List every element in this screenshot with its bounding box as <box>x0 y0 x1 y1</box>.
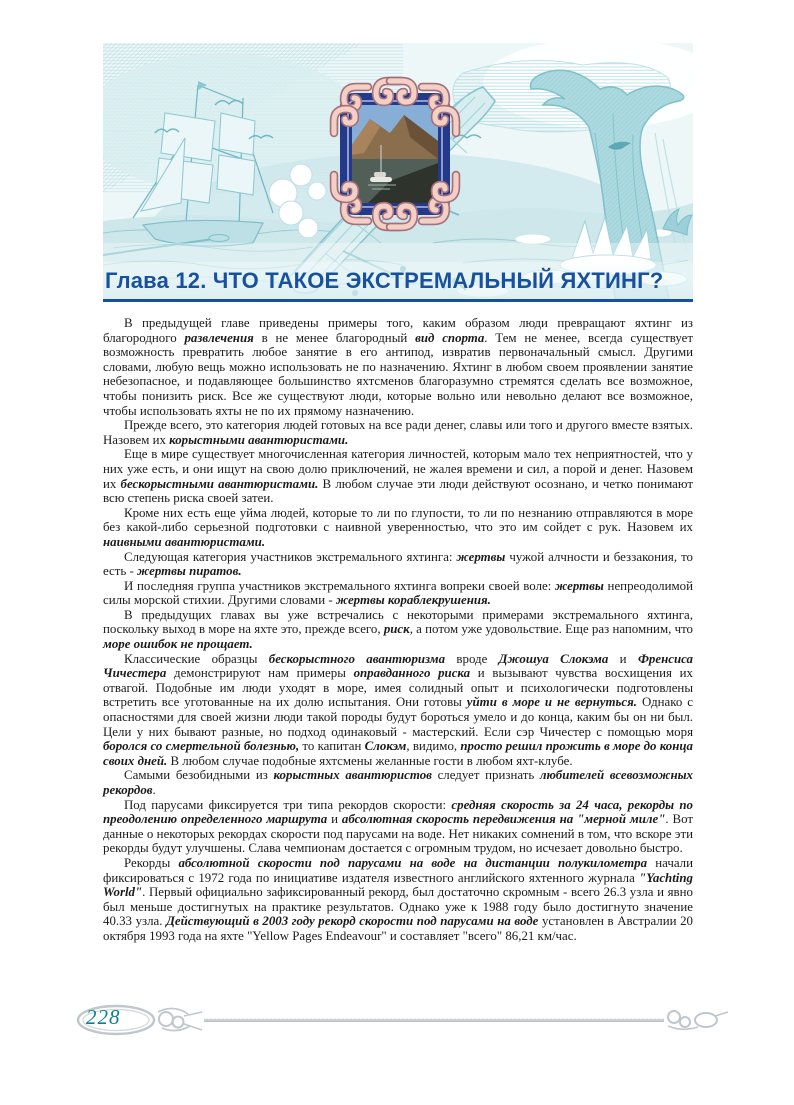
chapter-title-band <box>103 262 693 299</box>
paragraph <box>103 447 693 505</box>
emphasis-text: наивными авантюристами. <box>103 534 266 549</box>
body-run: . Вот данные о некоторых рекордах скорости под парусами на воде. Нет никаких сомнений в том, что вскоре эти рекорды будут улучшены. Слава чемпионам достается с огромным трудом, но исчезает довольно быстро. <box>103 812 693 856</box>
emphasis-text: уйти в море и не вернуться. <box>466 695 637 710</box>
emphasis-text: развлечения <box>184 330 254 345</box>
body-run: демонстрируют нам примеры <box>166 666 354 681</box>
emphasis-text: Слокэм <box>364 739 407 754</box>
body-run: и вызывают чувства восхищения их отвагой. Подобные им люди уходят в море, имея солидный опыт и психологически подготовлены встретить все уготованные на их долю испытания. Они готовы <box>103 666 693 710</box>
body-run: . <box>152 783 156 797</box>
emphasis-text: риск <box>383 622 410 637</box>
emphasis-text: Джошуа Слокэма <box>498 651 609 666</box>
body-run: В любом случае эти люди действуют осознано, и четко понимают всю степень риска своей затеи. <box>103 476 693 506</box>
paragraph <box>103 768 693 797</box>
body-run: , а потом уже удовольствие. Еще раз напомним, что <box>409 622 693 637</box>
body-run: И последняя группа участников экстремального яхтинга вопреки своей воле: <box>124 578 556 593</box>
rope-knot-left <box>158 1008 202 1030</box>
emphasis-text: абсолютной скорости под парусами на воде на дистанции полукилометра <box>178 855 648 870</box>
paragraph <box>103 856 693 944</box>
emphasis-text: жертвы пиратов. <box>137 564 242 579</box>
body-run: следует признать <box>431 768 540 783</box>
body-run: Кроме них есть еще уйма людей, которые то ли по глупости, то ли по незнанию отправляются в море без какой-либо серьезной подготовки с наивной уверенностью, что это им сойдет с рук. Назовем их <box>103 505 693 535</box>
body-run: непреодолимой силы морской стихии. Другими словами - <box>103 578 693 608</box>
emphasis-text: Френсиса Чичестера <box>103 651 693 681</box>
emphasis-text: корыстных авантюристов <box>273 768 432 783</box>
paragraph <box>103 418 693 447</box>
emphasis-text: жертвы кораблекрушения. <box>335 593 491 608</box>
catamaran-photo <box>352 105 438 203</box>
header-illustration <box>103 43 693 299</box>
paragraph <box>103 652 693 769</box>
rope-knot-right <box>668 1011 728 1029</box>
emphasis-text: жертвы <box>456 549 506 564</box>
chapter-title: Глава 12. ЧТО ТАКОЕ ЭКСТРЕМАЛЬНЫЙ ЯХТИНГ? <box>105 267 664 293</box>
body-run: Рекорды <box>124 855 179 870</box>
body-run: Следующая категория участников экстремального яхтинга: <box>124 549 457 564</box>
body-run: и <box>327 812 342 827</box>
paragraph <box>103 506 693 550</box>
emphasis-text: бескорыстного авантюризма <box>268 651 446 666</box>
emphasis-text: "Yachting World" <box>103 870 693 900</box>
emphasis-text: оправданного риска <box>353 666 471 681</box>
body-run: В предыдущей главе приведены примеры того, каким образом люди превращают яхтинг из благородного <box>103 316 693 345</box>
body-run: в не менее благородный <box>253 330 416 345</box>
body-run: Самыми безобидными из <box>124 768 274 783</box>
emphasis-text: корыстными авантюристами. <box>169 432 349 447</box>
body-run: . Первый официально зафиксированный рекорд, был достаточно скромным - всего 26.3 узла и явно был меньше достигнутых на практике результатов. Однако уже к 1988 году было достигнуто значение 40.33 узла. <box>103 885 693 929</box>
body-run: Классические образцы <box>124 651 269 666</box>
paragraph <box>103 798 693 856</box>
body-run: Под парусами фиксируется три типа рекордов скорости: <box>124 797 452 812</box>
paragraph <box>103 316 693 418</box>
body-run: Прежде всего, это категория людей готовых на все ради денег, славы или того и другого вместе взятых. Назовем их <box>103 418 693 447</box>
body-run: В любом случае подобные яхтсмены желанные гости в любом яхт-клубе. <box>167 753 573 768</box>
body-run: и <box>608 651 638 666</box>
body-run: вроде <box>445 651 499 666</box>
paragraph <box>103 608 693 652</box>
body-run: . Тем не менее, всегда существует возможность превратить любое занятие в его антипод, извратив первоначальный смысл. Другими словами, любую вещь можно использовать не по назначению. Яхтинг в любом своем проявлении занятие небезопасное, и подавляющее большинство яхтсменов благоразумно стремятся сделать все возможное, чтобы понизить риск. Все же существуют люди, которые вольно или невольно делают все возможное, чтобы использовать яхты не по их прямому назначению. <box>103 330 693 418</box>
rope-divider <box>70 1000 734 1042</box>
body-run: начали фиксироваться с 1972 года по инициативе издателя известного английского яхтенного журнала <box>103 855 693 885</box>
body-run: чужой алчности и беззакония, то есть - <box>103 549 693 579</box>
ornate-photo-frame <box>334 81 456 227</box>
emphasis-text: вид спорта <box>415 330 485 345</box>
emphasis-text: абсолютная скорость передвижения на "мерной миле" <box>341 812 666 827</box>
page-footer <box>70 1000 734 1042</box>
body-run: В предыдущих главах вы уже встречались с некоторыми примерами экстремального яхтинга, поскольку выход в море на яхте это, прежде всего, <box>103 607 693 637</box>
body-run: то капитан <box>299 739 365 754</box>
body-text <box>103 316 693 944</box>
body-run: Еще в мире существует многочисленная категория личностей, которым мало тех неприятностей, что у них уже есть, и они ищут на свою долю приключений, не жалея времени и сил, а порой и денег. Назовем их <box>103 447 693 491</box>
paragraph <box>103 579 693 608</box>
emphasis-text: жертвы <box>555 578 604 593</box>
emphasis-text: просто решил прожить в море до конца своих дней. <box>103 739 693 768</box>
emphasis-text: любителей всевозможных рекордов <box>103 768 693 797</box>
emphasis-text: море ошибок не прощает. <box>103 637 253 652</box>
emphasis-text: боролся со смертельной болезнью, <box>103 739 300 754</box>
paragraph <box>103 550 693 579</box>
body-run: установлен в Австралии 20 октября 1993 года на яхте "Yellow Pages Endeavour" и составляет "всего" 86,21 км/час. <box>103 914 693 943</box>
page-number: 228 <box>86 1005 121 1029</box>
emphasis-text: Действующий в 2003 году рекорд скорости под парусами на воде <box>166 914 539 929</box>
body-run: Однако с опасностями для своей жизни люди такой породы будут бороться умело и до конца, каким бы он ни был. Цели у них бывают разные, но подход одинаковый - мастерский. Если сэр Чичестер с помощью моря <box>103 695 693 739</box>
emphasis-text: средняя скорость за 24 часа, рекорды по преодолению определенного маршрута <box>103 797 693 827</box>
body-run: , видимо, <box>406 739 461 754</box>
emphasis-text: бескорыстными авантюристами. <box>120 476 319 491</box>
whaling-engraving <box>103 43 693 299</box>
title-underline <box>103 299 693 302</box>
